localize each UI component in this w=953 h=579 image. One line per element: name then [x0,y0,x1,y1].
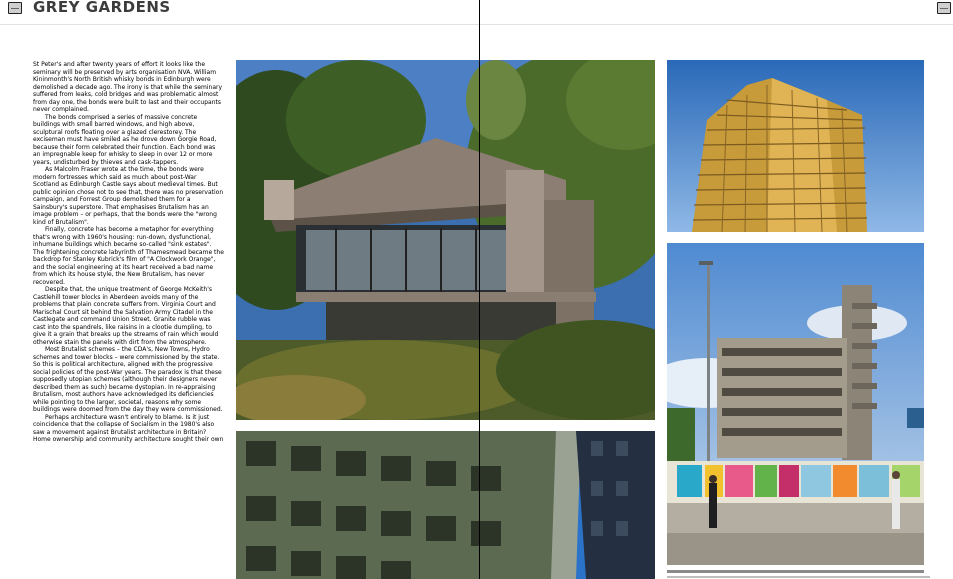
scrollbar-thumb[interactable] [667,576,930,578]
article-paragraph: The bonds comprised a series of massive concrete buildings with small barred windows, and high above, sculptural roofs floating over a glazed clerestorey. The exciseman must have smiled as he drove down Gorgie Road, because their form celebrated their function. Each bond was an impregnable keep for whisky to sleep in over 12 or more years, undisturbed by thieves and cask-tappers. [33,113,217,166]
page-title: GREY GARDENS [33,0,171,16]
article-paragraph: St Peter's and after twenty years of effort it looks like the seminary will be preserved by arts organisation NVA. William Kininmonth's North British whisky bonds in Edinburgh were demolished a decade ago. The irony is that while the seminary suffered from leaks, cold bridges and was problematic almost from day one, the bonds were built to last and their occupants never complained. [33,61,223,113]
article-paragraph: Despite that, the unique treatment of George McKeith's Castlehill tower blocks in Aberdeen avoids many of the problems that plain concrete suffers from. Virginia Court and Marischal Court sit behind the Salvation Army Citadel in the Castlegate and command Union Street. Granite rubble was cast into the spandrels, like raisins in a clootie dumpling, to give it a grain that breaks up the streams of rain which would otherwise stain the panels with dirt from the atmosphere. [33,286,219,346]
article-paragraph: Finally, concrete has become a metaphor for everything that's wrong with 1960's housing: run-down, dysfunctional, inhumane buildings which became so-called "sink estates". The frightening concrete labyrinth of Thamesmead became the backdrop for Stanley Kubrick's film of "A Clockwork Orange", and the social engineering at its heart received a bad name from which its house style, the New Brutalism, has never recovered. [33,226,224,286]
article-paragraph: Perhaps architecture wasn't entirely to blame. Is it just coincidence that the collapse of Socialism in the 1980's also saw a movement against Brutalist architecture in Britain? Home ownership and community architecture sought their own [33,413,224,443]
page-spread-divider [479,0,480,579]
article-body [33,61,224,444]
article-paragraph: As Malcolm Fraser wrote at the time, the bonds were modern fortresses which said as much about post-War Scotland as Edinburgh Castle says about medieval times. But public opinion chose not to see that, there was no preservation campaign, and Forrest Group demolished them for a Sainsbury's superstore. That emphasises Brutalism has an image problem – or perhaps, that the bonds were the "wrong kind of Brutalism". [33,166,224,226]
photo-car-park-tower [667,243,924,565]
top-bar [0,0,953,25]
photo-tower-block [667,60,924,232]
article-paragraph: Most Brutalist schemes – the CDA's, New Towns, Hydro schemes and tower blocks – were commissioned by the state. So this is political architecture, aligned with the progressive social policies of the post-War years. The paradox is that these supposedly utopian schemes (although their designers never described them as such) became dystopian. In re-appraising Brutalism, most authors have acknowledged its deficiencies while pointing to the larger, societal, reasons why some buildings were doomed from the day they were commissioned. [33,346,223,413]
photo-concrete-facade [236,431,655,579]
left-sidebar-toggle-icon[interactable] [8,2,22,14]
right-sidebar-toggle-icon[interactable] [937,2,951,14]
scrollbar-track[interactable] [667,570,924,573]
photo-seminary-building [236,60,655,420]
